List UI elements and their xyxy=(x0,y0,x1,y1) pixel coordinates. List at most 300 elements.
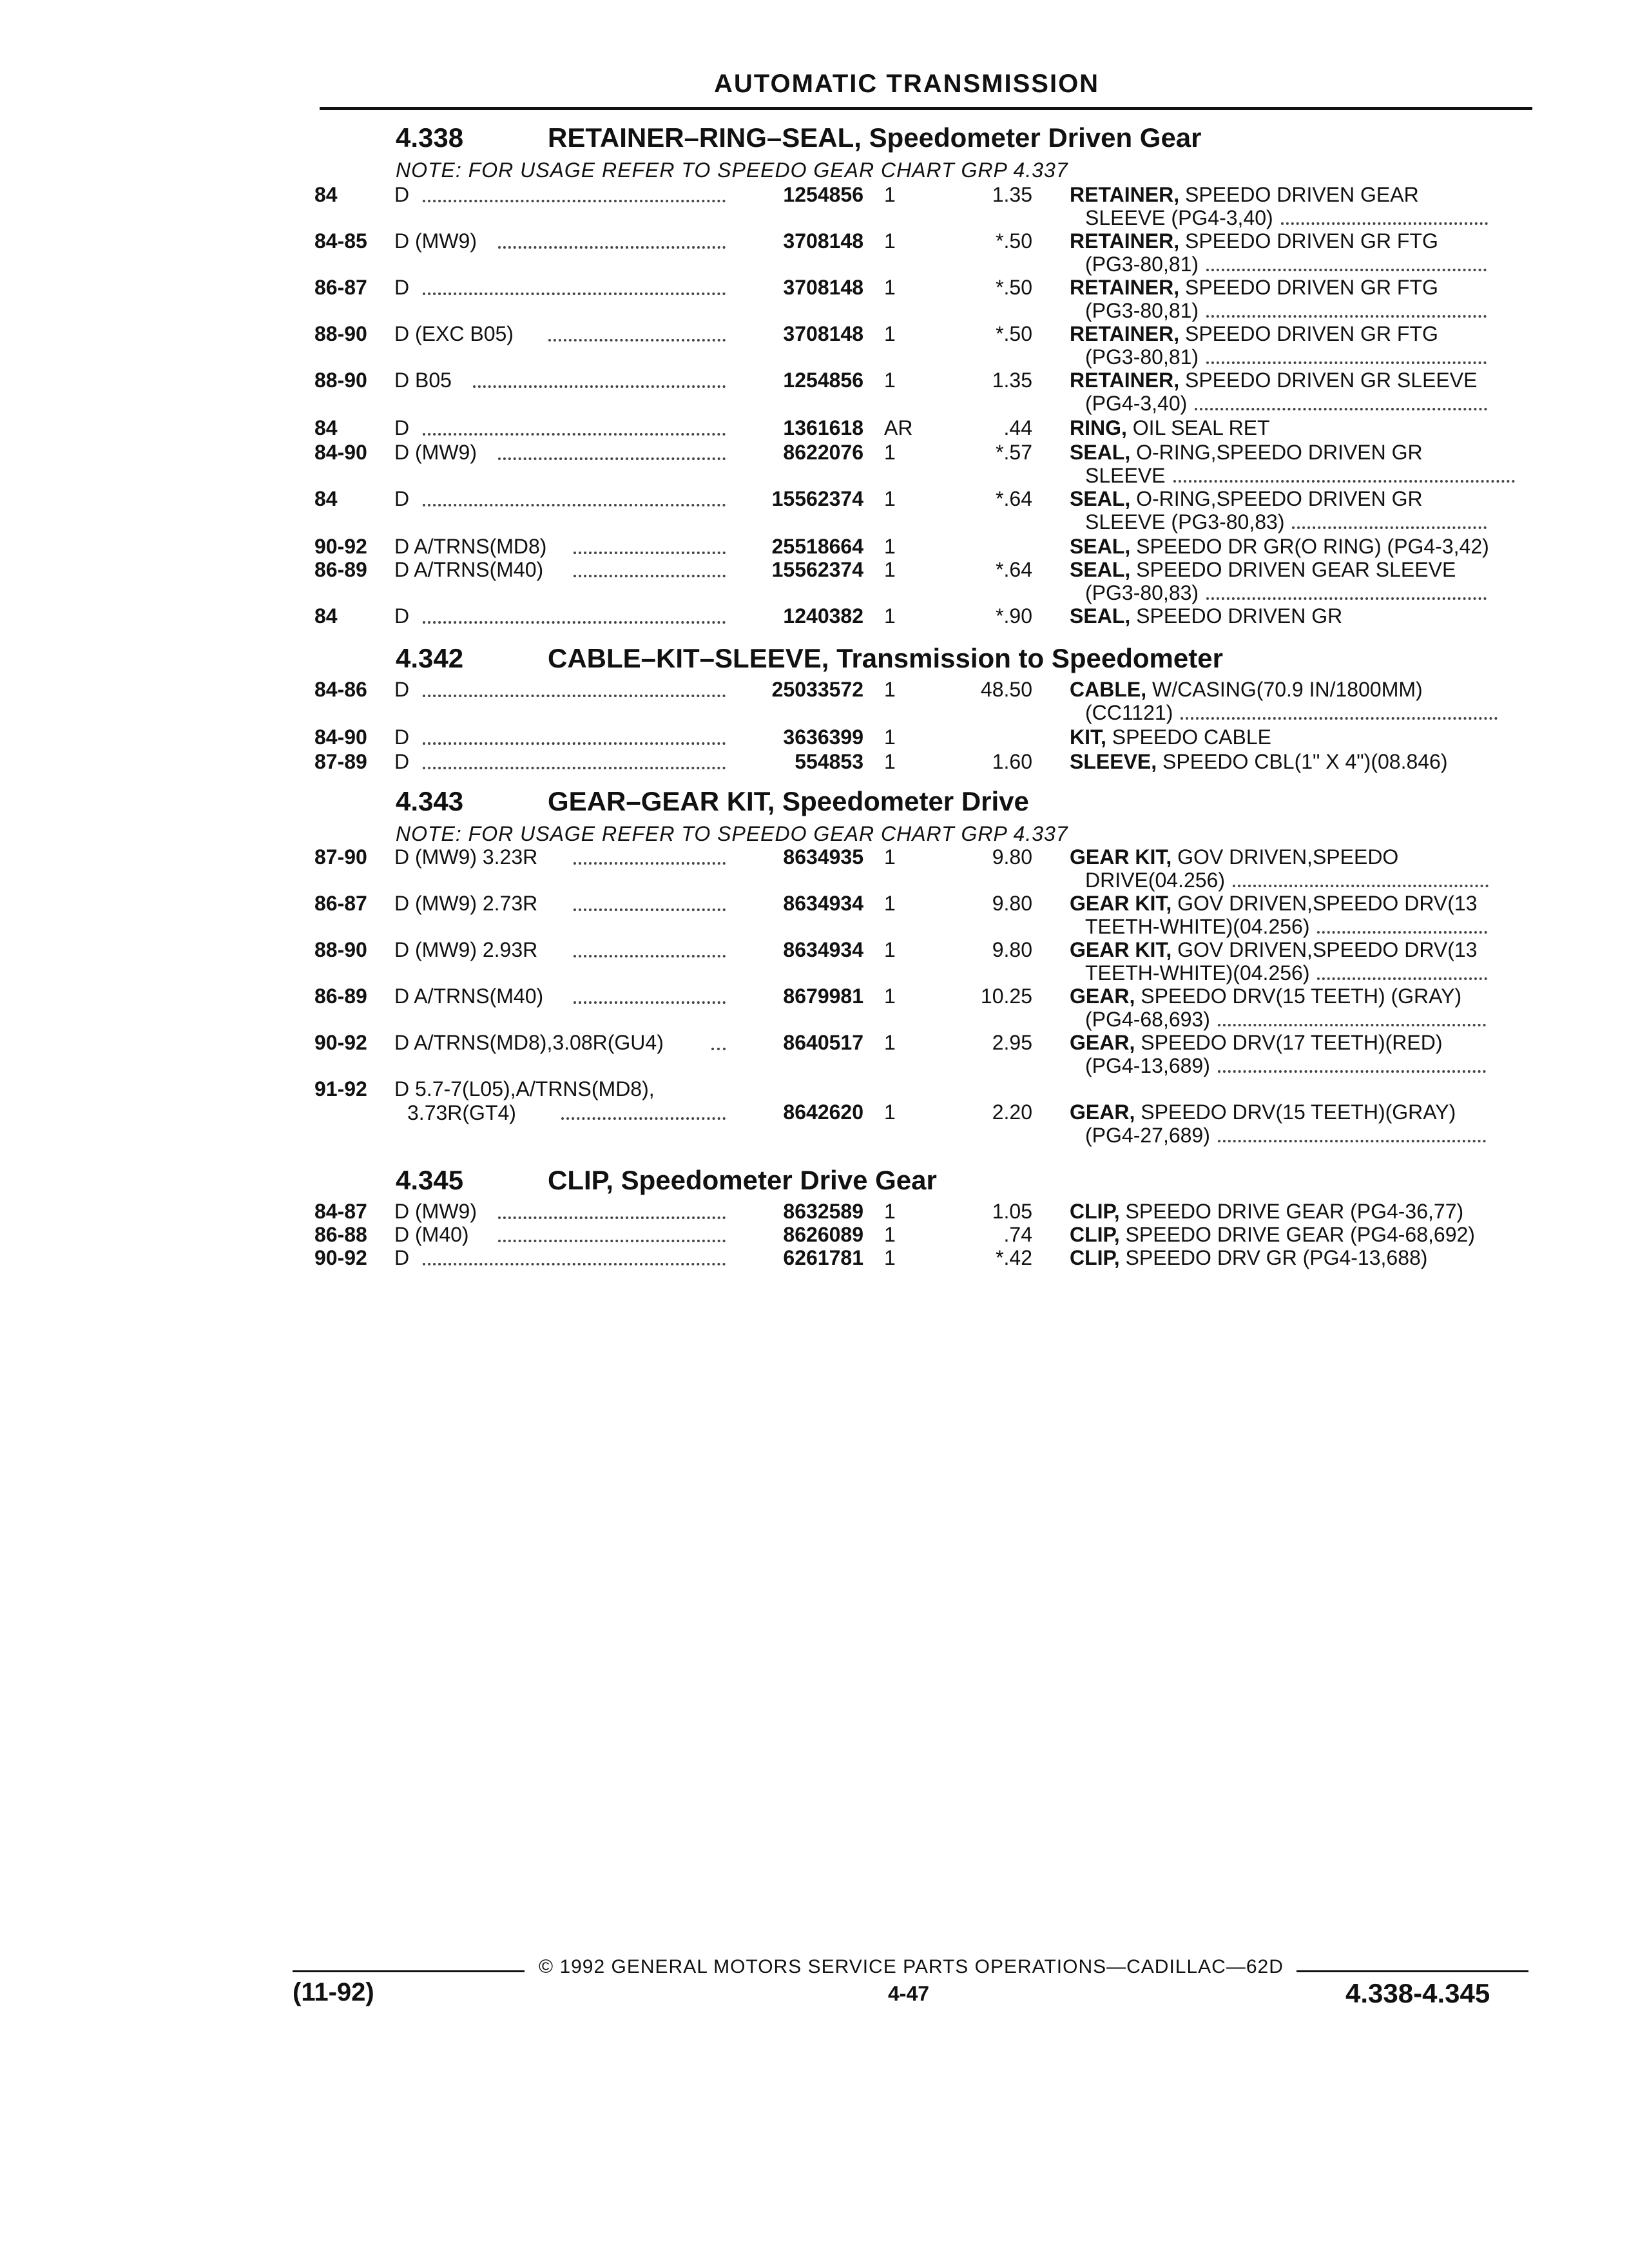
part-number: 3708148 xyxy=(783,276,863,299)
part-row xyxy=(0,487,1629,539)
leader-dots xyxy=(423,680,726,697)
description-noun: GEAR KIT, xyxy=(1070,938,1172,961)
application xyxy=(394,845,537,869)
description-cont-text: (PG4-3,40) xyxy=(1085,392,1188,415)
model-years: 90-92 xyxy=(314,1246,367,1269)
application-text: D xyxy=(394,1246,410,1269)
model-years: 84 xyxy=(314,416,338,439)
price: 9.80 xyxy=(992,892,1032,915)
price: 1.60 xyxy=(992,750,1032,773)
application-text: D xyxy=(394,678,410,701)
quantity: 1 xyxy=(884,441,896,464)
application-text: D (EXC B05) xyxy=(394,322,514,345)
header-rule xyxy=(320,107,1532,110)
model-years: 88-90 xyxy=(314,369,367,392)
application xyxy=(394,322,514,346)
model-years: 84 xyxy=(314,604,338,628)
description-text: SPEEDO DRV(17 TEETH)(RED) xyxy=(1135,1031,1443,1054)
description-cont xyxy=(1070,206,1534,229)
application-text: D A/TRNS(M40) xyxy=(394,558,544,581)
quantity: 1 xyxy=(884,558,896,581)
quantity: 1 xyxy=(884,845,896,869)
description-noun: RETAINER, xyxy=(1070,183,1180,206)
application xyxy=(394,938,537,962)
quantity: 1 xyxy=(884,183,896,206)
description-noun: GEAR, xyxy=(1070,1100,1135,1124)
description-text: GOV DRIVEN,SPEEDO DRV(13 xyxy=(1171,892,1478,915)
description-noun: CABLE, xyxy=(1070,678,1147,701)
section-heading xyxy=(396,643,1223,674)
part-row xyxy=(0,845,1629,897)
application-text: D xyxy=(394,726,410,749)
part-number: 8640517 xyxy=(783,1031,863,1054)
quantity: 1 xyxy=(884,604,896,628)
description-cont xyxy=(1070,1054,1534,1077)
description-noun: GEAR KIT, xyxy=(1070,892,1172,915)
leader-dots xyxy=(1281,208,1488,225)
application-text: D (MW9) xyxy=(394,229,477,253)
description-noun: RING, xyxy=(1070,416,1127,439)
description-cont xyxy=(1070,510,1534,533)
model-years: 86-89 xyxy=(314,985,367,1008)
leader-dots xyxy=(1181,703,1498,720)
application-text: D xyxy=(394,183,410,206)
description xyxy=(1070,487,1534,533)
footer-rule-right xyxy=(1296,1970,1528,1972)
quantity: 1 xyxy=(884,726,896,749)
leader-dots xyxy=(498,1202,726,1219)
usage-note: NOTE: FOR USAGE REFER TO SPEEDO GEAR CHART GRP 4.337 xyxy=(396,822,1068,845)
description-cont-text: (PG3-80,81) xyxy=(1085,345,1199,369)
leader-dots xyxy=(423,490,726,506)
section-heading xyxy=(396,122,1202,153)
description xyxy=(1070,183,1534,229)
part-row xyxy=(0,183,1629,235)
application xyxy=(394,1031,664,1055)
application xyxy=(394,183,409,207)
leader-dots xyxy=(1195,394,1487,410)
section-title xyxy=(548,122,1202,153)
price: *.42 xyxy=(996,1246,1032,1269)
application-text: D (MW9) 2.73R xyxy=(394,892,538,915)
part-row xyxy=(0,322,1629,374)
description-text: SPEEDO DRV GR (PG4-13,688) xyxy=(1119,1246,1428,1269)
quantity: 1 xyxy=(884,1200,896,1223)
section-heading xyxy=(396,1165,937,1196)
application xyxy=(394,535,546,559)
description-cont xyxy=(1070,961,1534,985)
usage-note: NOTE: FOR USAGE REFER TO SPEEDO GEAR CHART GRP 4.337 xyxy=(396,159,1068,182)
part-row xyxy=(0,1077,1629,1147)
application xyxy=(394,369,452,392)
leader-dots xyxy=(498,232,726,249)
application xyxy=(394,276,409,300)
leader-dots xyxy=(548,325,726,341)
description-noun: KIT, xyxy=(1070,726,1106,749)
model-years: 84-85 xyxy=(314,229,367,253)
description xyxy=(1070,604,1534,628)
description-noun: GEAR KIT, xyxy=(1070,845,1172,869)
description-text: SPEEDO DRV(15 TEETH) (GRAY) xyxy=(1135,985,1462,1008)
model-years: 86-88 xyxy=(314,1223,367,1246)
price: 10.25 xyxy=(980,985,1032,1008)
application-text: D A/TRNS(MD8) xyxy=(394,535,547,558)
section-title-bold: RETAINER–RING–SEAL, xyxy=(548,122,862,153)
leader-dots xyxy=(473,371,726,388)
footer-page-number: 4-47 xyxy=(888,1982,930,2005)
section-title-rest: Speedometer Driven Gear xyxy=(861,122,1202,153)
description-cont xyxy=(1070,1008,1534,1031)
description xyxy=(1070,985,1534,1031)
description xyxy=(1070,229,1534,276)
description-text: SPEEDO DRIVEN GR FTG xyxy=(1179,322,1438,345)
section-number: 4.338 xyxy=(396,122,464,153)
model-years: 84-90 xyxy=(314,726,367,749)
part-number: 8634934 xyxy=(783,938,863,961)
description xyxy=(1070,726,1534,749)
part-row xyxy=(0,678,1629,729)
quantity: AR xyxy=(884,416,913,439)
application xyxy=(394,441,477,465)
description xyxy=(1070,276,1534,322)
leader-dots xyxy=(1206,255,1487,271)
description-text: OIL SEAL RET xyxy=(1126,416,1270,439)
quantity: 1 xyxy=(884,487,896,510)
description-text: SPEEDO CABLE xyxy=(1106,726,1271,749)
application xyxy=(394,416,409,440)
quantity: 1 xyxy=(884,678,896,701)
part-row xyxy=(0,1246,1629,1298)
application xyxy=(394,1200,477,1224)
price: 9.80 xyxy=(992,938,1032,961)
description xyxy=(1070,892,1534,938)
part-number: 8626089 xyxy=(783,1223,863,1246)
description xyxy=(1070,535,1534,558)
description-cont-text: (PG3-80,81) xyxy=(1085,253,1199,276)
quantity: 1 xyxy=(884,892,896,915)
description-text: GOV DRIVEN,SPEEDO DRV(13 xyxy=(1171,938,1478,961)
model-years: 87-89 xyxy=(314,750,367,773)
application xyxy=(394,604,409,628)
application-text: D xyxy=(394,487,410,510)
part-number: 25033572 xyxy=(771,678,863,701)
description-noun: SEAL, xyxy=(1070,487,1131,510)
description-cont-text: TEETH-WHITE)(04.256) xyxy=(1085,961,1310,985)
model-years: 84-86 xyxy=(314,678,367,701)
footer-rule-left xyxy=(293,1970,525,1972)
price: *.90 xyxy=(996,604,1032,628)
description xyxy=(1070,845,1534,892)
description-cont xyxy=(1070,869,1534,892)
section-heading xyxy=(396,786,1029,817)
description xyxy=(1070,558,1534,604)
price: 48.50 xyxy=(980,678,1032,701)
part-number: 8642620 xyxy=(783,1100,863,1124)
application xyxy=(394,678,409,702)
price: 1.05 xyxy=(992,1200,1032,1223)
application xyxy=(394,487,409,511)
description-cont xyxy=(1070,701,1534,724)
part-number: 8679981 xyxy=(783,985,863,1008)
description-text: SPEEDO DRIVEN GEAR xyxy=(1179,183,1419,206)
application xyxy=(394,726,409,749)
description-cont-text: (PG4-68,693) xyxy=(1085,1008,1210,1031)
section-title xyxy=(548,786,1029,817)
quantity: 1 xyxy=(884,229,896,253)
price: .74 xyxy=(1003,1223,1032,1246)
leader-dots xyxy=(574,987,726,1004)
application xyxy=(394,892,537,916)
application-text: D xyxy=(394,416,410,439)
description-noun: RETAINER, xyxy=(1070,369,1180,392)
model-years: 88-90 xyxy=(314,938,367,961)
description xyxy=(1070,441,1534,487)
application-text: D (MW9) xyxy=(394,1200,477,1223)
description-cont-text: TEETH-WHITE)(04.256) xyxy=(1085,915,1310,938)
model-years: 84-90 xyxy=(314,441,367,464)
section-title-rest: Speedometer Drive Gear xyxy=(613,1165,937,1195)
quantity: 1 xyxy=(884,322,896,345)
price: 1.35 xyxy=(992,369,1032,392)
price: 2.20 xyxy=(992,1100,1032,1124)
price: 1.35 xyxy=(992,183,1032,206)
section-title-rest: Speedometer Drive xyxy=(775,786,1029,816)
leader-dots xyxy=(423,753,726,769)
quantity: 1 xyxy=(884,1031,896,1054)
leader-dots xyxy=(1292,512,1487,529)
description-cont-text: (PG3-80,81) xyxy=(1085,299,1199,322)
model-years: 86-89 xyxy=(314,558,367,581)
application xyxy=(394,1223,469,1247)
description-text: SPEEDO DRIVE GEAR (PG4-68,692) xyxy=(1119,1223,1475,1246)
description-cont-text: DRIVE(04.256) xyxy=(1085,869,1225,892)
part-number: 6261781 xyxy=(783,1246,863,1269)
section-number: 4.343 xyxy=(396,786,464,816)
price: *.64 xyxy=(996,558,1032,581)
leader-dots xyxy=(1233,870,1489,887)
description xyxy=(1070,416,1534,439)
part-number: 1254856 xyxy=(783,183,863,206)
part-number: 3708148 xyxy=(783,229,863,253)
leader-dots xyxy=(1218,1010,1486,1026)
description-text: SPEEDO DRIVEN GR xyxy=(1130,604,1343,628)
section-title-rest: Transmission to Speedometer xyxy=(829,643,1223,673)
footer-group-range: 4.338-4.345 xyxy=(1345,1978,1490,2008)
price: 9.80 xyxy=(992,845,1032,869)
model-years: 86-87 xyxy=(314,892,367,915)
description-noun: GEAR, xyxy=(1070,985,1135,1008)
leader-dots xyxy=(423,186,726,202)
section-title xyxy=(548,1165,937,1196)
quantity: 1 xyxy=(884,535,896,558)
leader-dots xyxy=(1317,917,1487,934)
application-text: D xyxy=(394,750,410,773)
footer-date: (11-92) xyxy=(293,1978,374,2006)
quantity: 1 xyxy=(884,1100,896,1124)
leader-dots xyxy=(423,278,726,295)
price: *.50 xyxy=(996,276,1032,299)
description xyxy=(1070,322,1534,369)
price: *.50 xyxy=(996,322,1032,345)
description-text: SPEEDO DRIVEN GEAR SLEEVE xyxy=(1130,558,1456,581)
application xyxy=(394,558,543,582)
part-number: 8634935 xyxy=(783,845,863,869)
section-title-bold: GEAR–GEAR KIT, xyxy=(548,786,775,816)
description-cont xyxy=(1070,581,1534,604)
part-number: 15562374 xyxy=(771,558,863,581)
description-noun: CLIP, xyxy=(1070,1246,1120,1269)
application xyxy=(394,750,409,774)
application-text: D (MW9) 3.23R xyxy=(394,845,538,869)
part-row xyxy=(0,276,1629,327)
description xyxy=(1070,678,1534,724)
section-number: 4.345 xyxy=(396,1165,464,1195)
quantity: 1 xyxy=(884,750,896,773)
description-cont-text: SLEEVE xyxy=(1085,464,1166,487)
part-number: 15562374 xyxy=(771,487,863,510)
quantity: 1 xyxy=(884,369,896,392)
part-row xyxy=(0,229,1629,281)
footer-copyright: © 1992 GENERAL MOTORS SERVICE PARTS OPERATIONS—CADILLAC—62D xyxy=(539,1956,1284,1977)
description-text: O-RING,SPEEDO DRIVEN GR xyxy=(1130,487,1423,510)
leader-dots xyxy=(1173,466,1515,483)
leader-dots xyxy=(574,537,726,554)
description xyxy=(1070,1100,1534,1147)
leader-dots xyxy=(574,894,726,911)
description-text: SPEEDO DRIVEN GR FTG xyxy=(1179,229,1438,253)
leader-dots xyxy=(423,728,726,745)
leader-dots xyxy=(574,561,726,577)
description-text: W/CASING(70.9 IN/1800MM) xyxy=(1146,678,1423,701)
description-noun: SEAL, xyxy=(1070,535,1131,558)
leader-dots xyxy=(423,607,726,624)
description-noun: GEAR, xyxy=(1070,1031,1135,1054)
description-text: GOV DRIVEN,SPEEDO xyxy=(1171,845,1399,869)
part-row xyxy=(0,938,1629,990)
description-noun: RETAINER, xyxy=(1070,322,1180,345)
price: *.64 xyxy=(996,487,1032,510)
description-noun: CLIP, xyxy=(1070,1223,1120,1246)
leader-dots xyxy=(574,941,726,957)
leader-dots xyxy=(1206,347,1487,364)
quantity: 1 xyxy=(884,985,896,1008)
description-cont xyxy=(1070,464,1534,487)
leader-dots xyxy=(423,419,726,436)
model-years: 91-92 xyxy=(314,1077,367,1100)
section-title xyxy=(548,643,1223,674)
model-years: 87-90 xyxy=(314,845,367,869)
leader-dots xyxy=(1206,583,1487,600)
page-header-title: AUTOMATIC TRANSMISSION xyxy=(714,70,1100,98)
description xyxy=(1070,938,1534,985)
model-years: 86-87 xyxy=(314,276,367,299)
part-row xyxy=(0,1031,1629,1082)
description-cont xyxy=(1070,253,1534,276)
description-cont-text: (PG3-80,83) xyxy=(1085,581,1199,604)
description-cont xyxy=(1070,345,1534,369)
description-text: SPEEDO DRIVEN GR FTG xyxy=(1179,276,1438,299)
description-noun: SEAL, xyxy=(1070,558,1131,581)
model-years: 84 xyxy=(314,183,338,206)
application-text: D xyxy=(394,604,410,628)
description-noun: SLEEVE, xyxy=(1070,750,1157,773)
part-number: 25518664 xyxy=(771,535,863,558)
section-title-bold: CLIP, xyxy=(548,1165,613,1195)
description-text: SPEEDO DRIVE GEAR (PG4-36,77) xyxy=(1119,1200,1464,1223)
leader-dots xyxy=(574,848,726,865)
price: *.57 xyxy=(996,441,1032,464)
description-text: O-RING,SPEEDO DRIVEN GR xyxy=(1130,441,1423,464)
model-years: 90-92 xyxy=(314,1031,367,1054)
part-row xyxy=(0,892,1629,943)
model-years: 88-90 xyxy=(314,322,367,345)
description-cont xyxy=(1070,299,1534,322)
price: 2.95 xyxy=(992,1031,1032,1054)
application-text: D A/TRNS(MD8),3.08R(GU4) xyxy=(394,1031,664,1054)
quantity: 1 xyxy=(884,1223,896,1246)
description-text: SPEEDO CBL(1" X 4")(08.846) xyxy=(1157,750,1448,773)
price: .44 xyxy=(1003,416,1032,439)
model-years: 84 xyxy=(314,487,338,510)
description xyxy=(1070,1031,1534,1077)
application-text: D (M40) xyxy=(394,1223,469,1246)
part-row xyxy=(0,441,1629,492)
description-noun: SEAL, xyxy=(1070,441,1131,464)
part-number: 3708148 xyxy=(783,322,863,345)
application-text: D (MW9) 2.93R xyxy=(394,938,538,961)
model-years: 90-92 xyxy=(314,535,367,558)
leader-dots xyxy=(498,443,726,460)
description-cont-text: (CC1121) xyxy=(1085,701,1173,724)
leader-dots xyxy=(498,1225,726,1242)
quantity: 1 xyxy=(884,938,896,961)
description-noun: RETAINER, xyxy=(1070,276,1180,299)
model-years: 84-87 xyxy=(314,1200,367,1223)
description xyxy=(1070,1246,1534,1269)
part-number: 1240382 xyxy=(783,604,863,628)
application-text: D xyxy=(394,276,410,299)
leader-dots xyxy=(1206,301,1487,318)
description xyxy=(1070,369,1534,415)
part-number: 3636399 xyxy=(783,726,863,749)
part-row xyxy=(0,985,1629,1036)
leader-dots xyxy=(1218,1056,1486,1073)
description-text: SPEEDO DRIVEN GR SLEEVE xyxy=(1179,369,1478,392)
description xyxy=(1070,1223,1534,1246)
description xyxy=(1070,1200,1534,1223)
application xyxy=(394,985,543,1008)
description-noun: CLIP, xyxy=(1070,1200,1120,1223)
part-number: 8622076 xyxy=(783,441,863,464)
description-noun: RETAINER, xyxy=(1070,229,1180,253)
description xyxy=(1070,750,1534,773)
section-title-bold: CABLE–KIT–SLEEVE, xyxy=(548,643,829,673)
application-text: D 5.7-7(L05),A/TRNS(MD8), xyxy=(394,1077,655,1100)
section-number: 4.342 xyxy=(396,643,464,673)
leader-dots xyxy=(423,1249,726,1265)
description-text: SPEEDO DRV(15 TEETH)(GRAY) xyxy=(1135,1100,1456,1124)
application-text: D A/TRNS(M40) xyxy=(394,985,544,1008)
description-noun: SEAL, xyxy=(1070,604,1131,628)
application-text: D B05 xyxy=(394,369,452,392)
application-text-cont: 3.73R(GT4) xyxy=(407,1101,516,1124)
description-cont xyxy=(1070,392,1534,415)
part-number: 1254856 xyxy=(783,369,863,392)
description-text: SPEEDO DR GR(O RING) (PG4-3,42) xyxy=(1130,535,1489,558)
description-cont xyxy=(1070,1124,1534,1147)
leader-dots xyxy=(1218,1126,1486,1142)
part-number: 8634934 xyxy=(783,892,863,915)
